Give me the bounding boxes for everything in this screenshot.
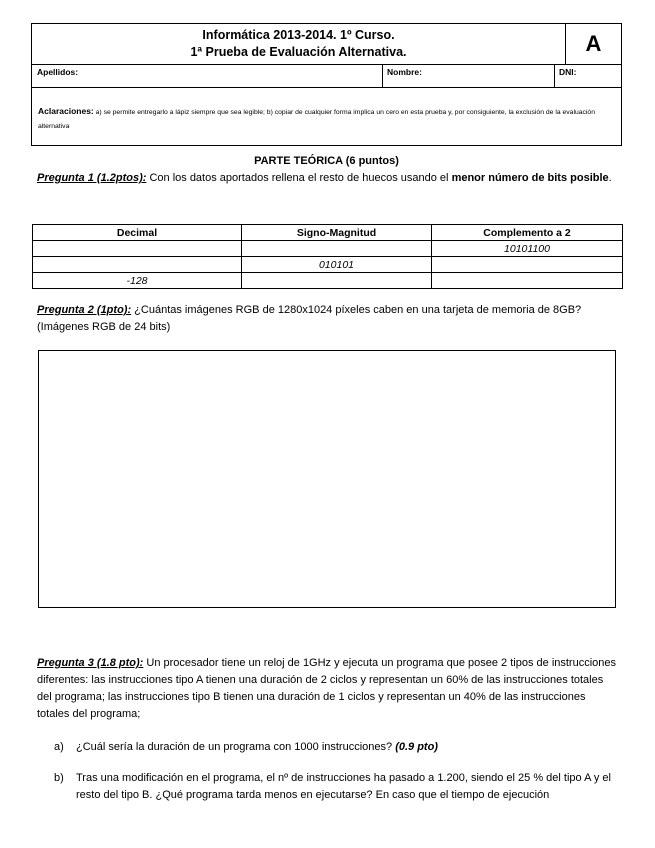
table-cell[interactable] (432, 257, 623, 273)
table-row (33, 273, 623, 289)
nombre-label: Nombre: (387, 67, 422, 77)
aclaraciones-label: Aclaraciones: (38, 106, 94, 116)
section-title: PARTE TEÓRICA (6 puntos) (254, 155, 399, 167)
table-cell[interactable] (242, 273, 432, 289)
table-header-row (33, 225, 623, 241)
item-a-text: ¿Cuál sería la duración de un programa con 1000 instrucciones? (76, 741, 396, 753)
question-1 (37, 170, 617, 187)
divider (554, 65, 555, 87)
question-1-text: Con los datos aportados rellena el resto de huecos usando el (146, 172, 452, 184)
exam-title-line2: 1ª Prueba de Evaluación Alternativa. (190, 45, 407, 59)
question-3 (37, 655, 617, 723)
dni-label: DNI: (559, 67, 577, 77)
item-b-text: Tras una modificación en el programa, el nº de instrucciones ha pasado a 1.200, siendo el 25 % del tipo A y el resto del tipo B. ¿Qué programa tarda menos en ejecutarse? En caso que el tiempo de ejecución (76, 772, 611, 801)
table-cell[interactable] (242, 241, 432, 257)
question-3-text: Un procesador tiene un reloj de 1GHz y ejecuta un programa que posee 2 tipos de instrucciones diferentes: las instrucciones tipo A tienen una duración de 2 ciclos y representan un 60% de las instrucciones totales del programa; las instrucciones tipo B tienen una duración de 1 ciclos y representan un 40% de las instrucciones totales del programa; (37, 657, 617, 720)
student-info-row (32, 64, 621, 88)
question-1-emphasis: menor número de bits posible (451, 172, 609, 184)
aclaraciones (38, 104, 616, 134)
table-cell[interactable]: 010101 (242, 257, 432, 273)
answer-box[interactable] (38, 350, 616, 608)
question-3-item-a (54, 739, 614, 759)
table-cell[interactable] (33, 241, 242, 257)
question-3-item-b (54, 770, 614, 810)
divider (382, 65, 383, 87)
item-a-text-wrap (76, 739, 616, 756)
item-a-points: (0.9 pto) (395, 741, 438, 753)
table-cell[interactable]: -128 (33, 273, 242, 289)
question-3-label: Pregunta 3 (1.8 pto): (37, 657, 144, 669)
question-2-text: ¿Cuántas imágenes RGB de 1280x1024 píxeles caben en una tarjeta de memoria de 8GB? (131, 304, 582, 316)
conversion-table (32, 224, 623, 289)
apellidos-label: Apellidos: (37, 67, 79, 77)
table-row (33, 257, 623, 273)
question-2 (37, 302, 617, 336)
column-header: Complemento a 2 (432, 225, 623, 241)
item-marker: b) (54, 772, 64, 784)
exam-letter: A (585, 31, 602, 56)
question-2-label: Pregunta 2 (1pto): (37, 304, 132, 316)
exam-header (31, 23, 622, 146)
question-2-note: (Imágenes RGB de 24 bits) (37, 321, 171, 333)
item-marker: a) (54, 741, 64, 753)
column-header: Decimal (33, 225, 242, 241)
table-row (33, 241, 623, 257)
exam-title (32, 24, 566, 64)
question-1-label: Pregunta 1 (1.2ptos): (37, 172, 147, 184)
aclaraciones-text: a) se permite entregarlo a lápiz siempre que sea legible; b) copiar de cualquier forma implica un cero en esta prueba y, por consiguiente, la exclusión de la evaluación alternativa (38, 109, 595, 130)
exam-title-line1: Informática 2013-2014. 1º Curso. (202, 28, 395, 42)
table-cell[interactable] (432, 273, 623, 289)
table-cell[interactable] (33, 257, 242, 273)
question-1-end: . (608, 172, 612, 184)
column-header: Signo-Magnitud (242, 225, 432, 241)
table-cell[interactable]: 10101100 (432, 241, 623, 257)
